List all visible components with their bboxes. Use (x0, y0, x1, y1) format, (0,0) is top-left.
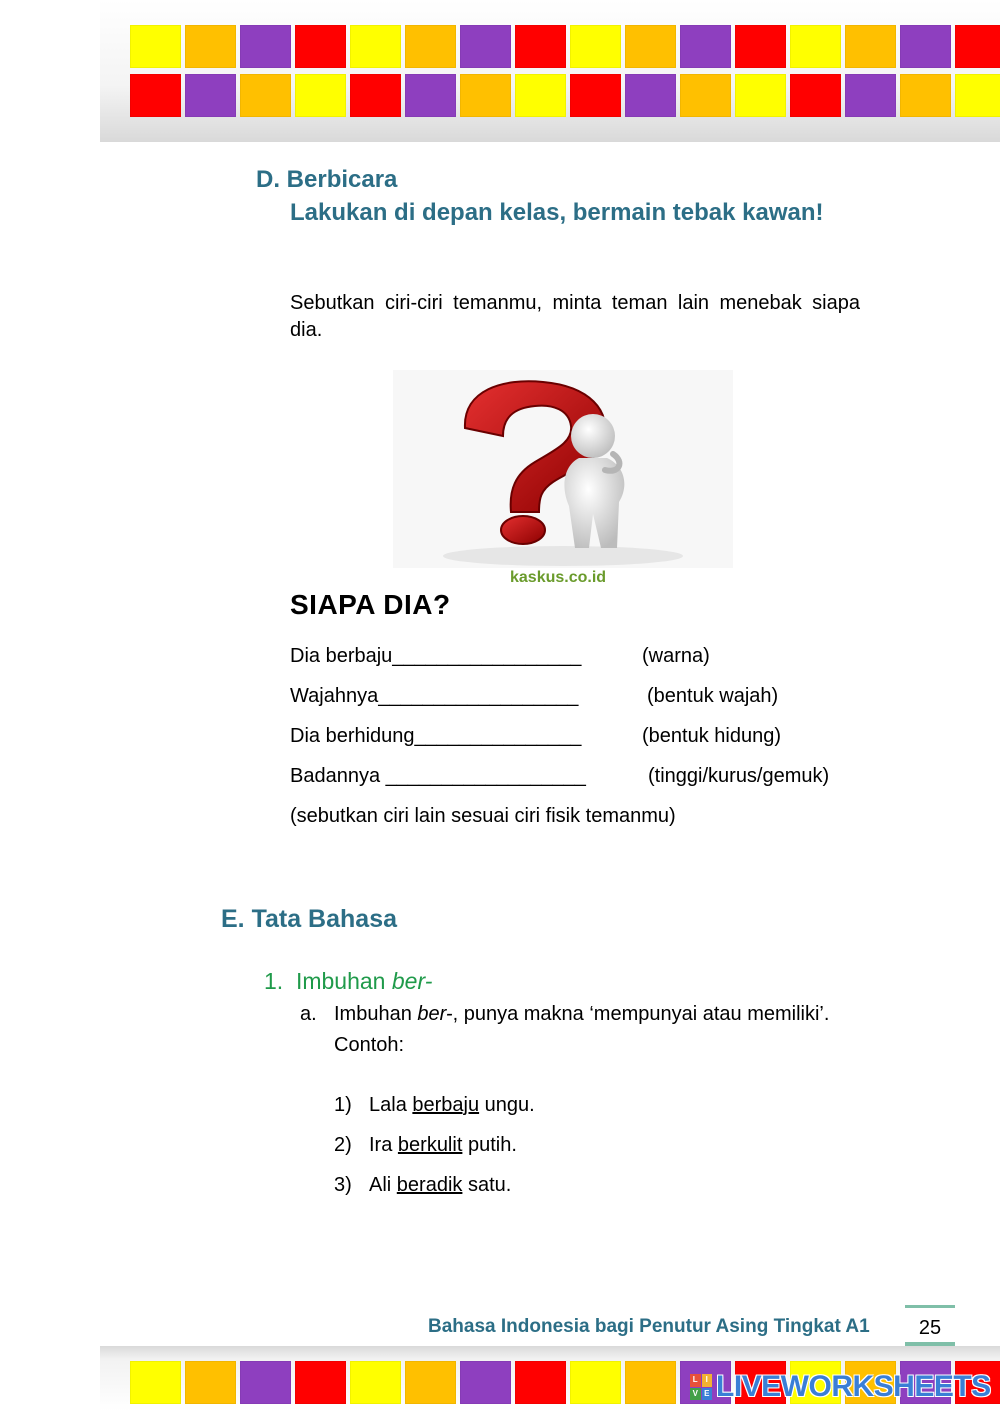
mosaic-tile-purple (460, 1361, 511, 1404)
siapa-note: (sebutkan ciri lain sesuai ciri fisik temanmu) (290, 805, 676, 827)
example-word: berkulit (397, 1134, 463, 1156)
top-mosaic-banner (100, 0, 1000, 142)
logo-letter: L (690, 1374, 701, 1387)
mosaic-tile-orange (900, 74, 951, 117)
mosaic-tile-yellow (350, 1361, 401, 1404)
question-mark-illustration (393, 370, 733, 568)
example-3 (334, 1174, 511, 1197)
mosaic-tile-yellow (570, 1361, 621, 1404)
mosaic-tile-orange (625, 1361, 676, 1404)
mosaic-tile-orange (185, 1361, 236, 1404)
heading-affix: ber- (391, 968, 433, 994)
item-a-text-before: Imbuhan (334, 1003, 418, 1025)
mosaic-tile-purple (405, 74, 456, 117)
mosaic-tile-purple (185, 74, 236, 117)
logo-letter: V (690, 1388, 701, 1401)
mosaic-tile-purple (845, 74, 896, 117)
liveworksheets-watermark[interactable] (690, 1370, 991, 1404)
heading-text: Imbuhan (295, 968, 392, 994)
section-d-heading: D. Berbicara (256, 166, 398, 193)
mosaic-tile-yellow (295, 74, 346, 117)
mosaic-tile-red (515, 1361, 566, 1404)
mosaic-tile-orange (405, 1361, 456, 1404)
item-a-text-after: , punya makna ‘mempunyai atau memiliki’. (452, 1003, 830, 1025)
logo-letter: I (702, 1374, 713, 1387)
example-text: Lala (369, 1094, 413, 1116)
mosaic-tile-red (955, 25, 1000, 68)
mosaic-tile-red (515, 25, 566, 68)
item-a (300, 999, 860, 1061)
example-text-after: satu. (462, 1174, 512, 1196)
mosaic-tile-purple (900, 25, 951, 68)
hint-badan: (tinggi/kurus/gemuk) (648, 765, 830, 787)
mosaic-tile-yellow (735, 74, 786, 117)
image-credit: kaskus.co.id (510, 569, 607, 586)
hint-warna: (warna) (642, 645, 710, 667)
section-e-heading: E. Tata Bahasa (221, 905, 398, 933)
fill-line-warna: Dia berbaju_________________ (290, 645, 582, 667)
contoh-label: Contoh: (334, 1034, 405, 1056)
fill-line-wajah: Wajahnya__________________ (290, 685, 579, 707)
mosaic-tile-purple (625, 74, 676, 117)
liveworksheets-logo-icon (690, 1374, 712, 1400)
heading-number: 1. (264, 968, 284, 994)
mosaic-tile-purple (240, 1361, 291, 1404)
mosaic-row-top (130, 25, 1000, 68)
mosaic-tile-orange (460, 74, 511, 117)
mosaic-tile-purple (240, 25, 291, 68)
example-2 (334, 1134, 517, 1157)
mosaic-tile-orange (625, 25, 676, 68)
section-d-instruction: Lakukan di depan kelas, bermain tebak kawan! (290, 199, 824, 226)
siapa-dia-title: SIAPA DIA? (290, 589, 451, 620)
mosaic-tile-yellow (790, 25, 841, 68)
mosaic-tile-red (130, 74, 181, 117)
mosaic-tile-yellow (955, 74, 1000, 117)
imbuhan-ber-heading (264, 968, 432, 995)
mosaic-tile-orange (845, 25, 896, 68)
example-word: berbaju (412, 1094, 480, 1116)
mosaic-tile-yellow (350, 25, 401, 68)
mosaic-tile-red (295, 25, 346, 68)
fill-line-hidung: Dia berhidung_______________ (290, 725, 582, 747)
mosaic-tile-red (735, 25, 786, 68)
watermark-text: LIVEWORKSHEETS (716, 1370, 991, 1403)
hint-wajah: (bentuk wajah) (647, 685, 779, 707)
page-number: 25 (905, 1305, 955, 1350)
mosaic-tile-red (790, 74, 841, 117)
example-number: 3) (334, 1174, 352, 1196)
item-a-affix: ber- (417, 1003, 453, 1025)
mosaic-tile-orange (185, 25, 236, 68)
mosaic-tile-red (350, 74, 401, 117)
mosaic-tile-red (295, 1361, 346, 1404)
example-text: Ali (369, 1174, 397, 1196)
mosaic-tile-red (570, 74, 621, 117)
mosaic-tile-purple (680, 25, 731, 68)
mosaic-tile-orange (240, 74, 291, 117)
example-number: 2) (334, 1134, 352, 1156)
footer-book-title: Bahasa Indonesia bagi Penutur Asing Tingkat A1 (428, 1316, 870, 1337)
intro-paragraph: Sebutkan ciri-ciri temanmu, minta teman lain menebak siapa dia. (290, 292, 860, 341)
mosaic-row-middle (130, 74, 1000, 117)
example-text-after: ungu. (479, 1094, 535, 1116)
mosaic-tile-orange (680, 74, 731, 117)
mosaic-tile-yellow (130, 25, 181, 68)
item-a-text (334, 999, 860, 1030)
logo-letter: E (702, 1388, 713, 1401)
mosaic-tile-yellow (130, 1361, 181, 1404)
mosaic-tile-purple (460, 25, 511, 68)
example-number: 1) (334, 1094, 352, 1116)
mosaic-tile-yellow (570, 25, 621, 68)
hint-hidung: (bentuk hidung) (642, 725, 781, 747)
mosaic-tile-orange (405, 25, 456, 68)
item-a-number: a. (300, 1003, 317, 1025)
fill-line-badan: Badannya __________________ (290, 765, 586, 787)
example-1 (334, 1094, 535, 1117)
example-text-after: putih. (462, 1134, 517, 1156)
example-word: beradik (396, 1174, 463, 1196)
question-mark-person-icon (393, 370, 733, 568)
example-text: Ira (369, 1134, 398, 1156)
mosaic-tile-yellow (515, 74, 566, 117)
